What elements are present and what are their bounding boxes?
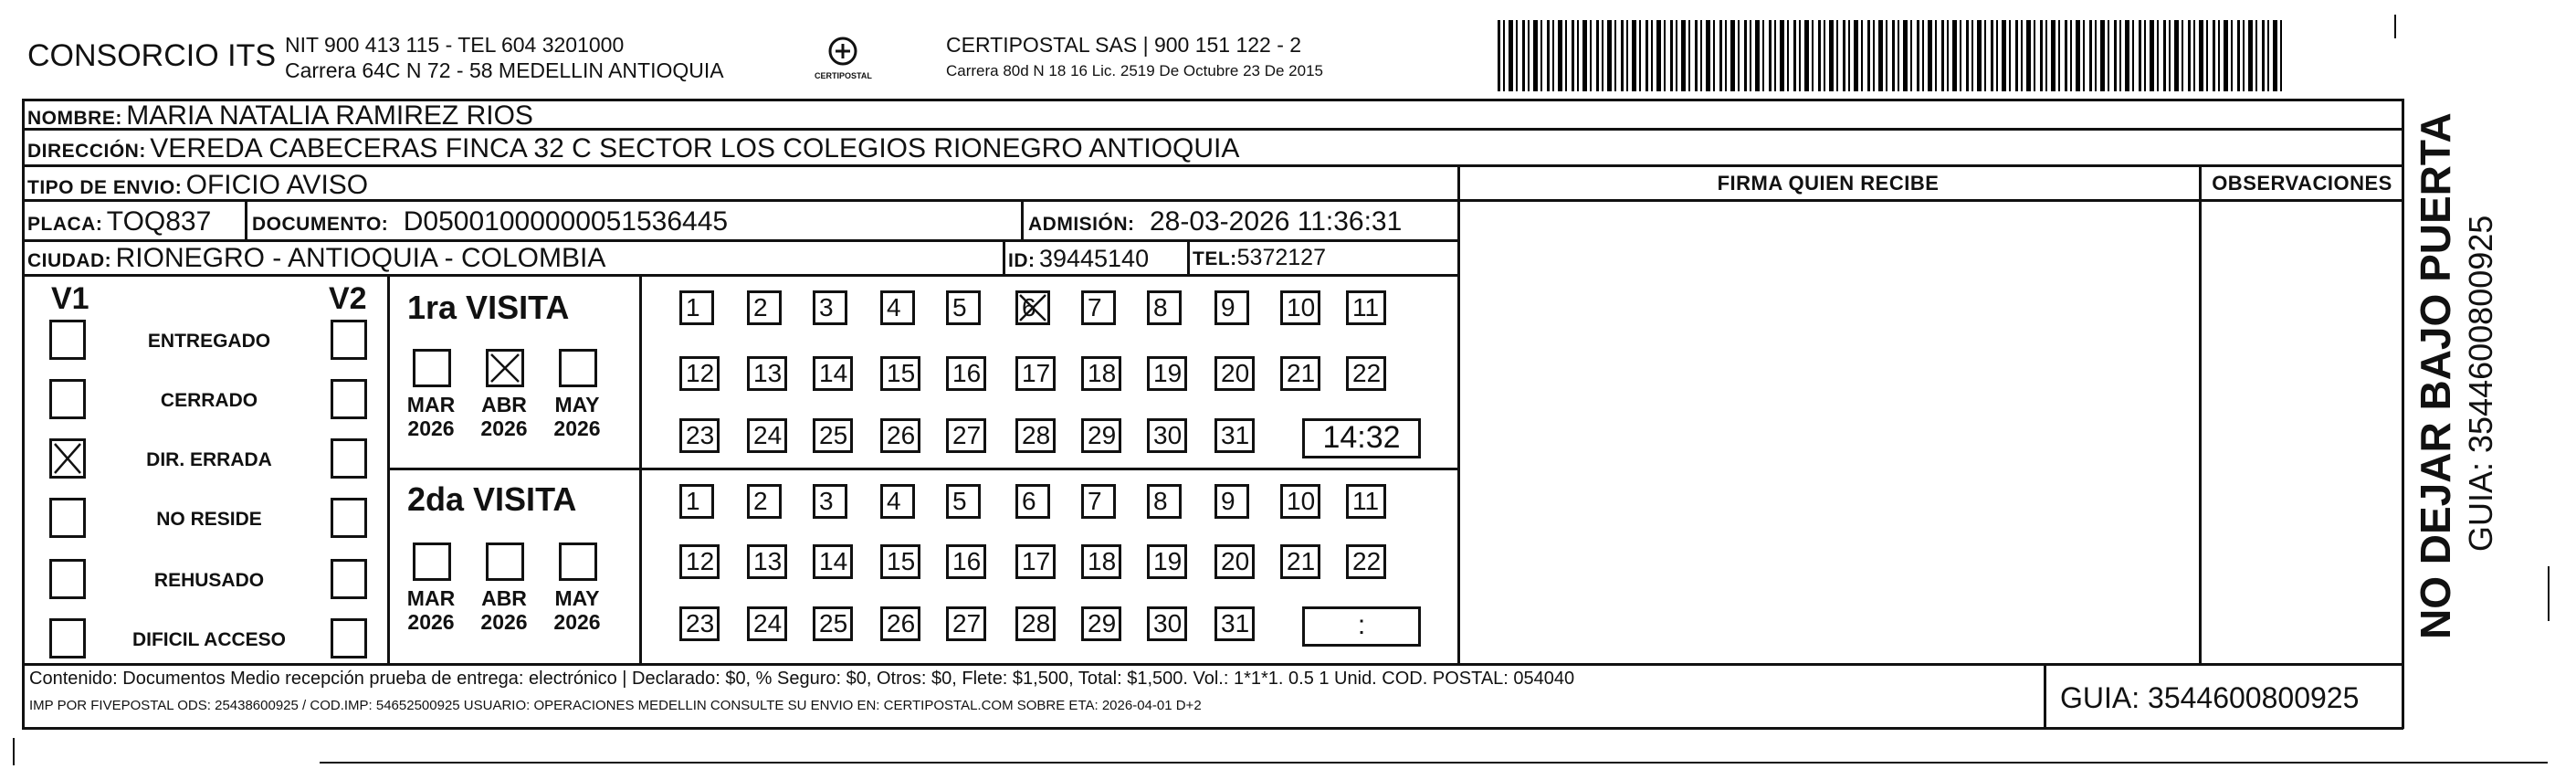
day-checkbox[interactable] [1214, 356, 1255, 391]
month-name: MAY [554, 586, 600, 610]
day-checkbox[interactable] [1280, 290, 1320, 325]
day-checkbox[interactable] [880, 418, 920, 453]
placa-value: TOQ837 [106, 206, 212, 237]
day-number: 23 [686, 609, 715, 637]
day-checkbox[interactable] [679, 290, 714, 325]
tipo-row [27, 170, 368, 201]
v1-label: V1 [51, 281, 89, 316]
day-number: 18 [1088, 547, 1117, 575]
day-number: 29 [1088, 421, 1117, 449]
day-number: 16 [952, 359, 982, 387]
status-label: REHUSADO [153, 570, 265, 591]
frame-right [2402, 99, 2404, 729]
rule-visits-split [387, 468, 1457, 470]
direccion-label: DIRECCIÓN: [27, 141, 146, 162]
admision-label: ADMISIÓN: [1028, 214, 1135, 235]
x-mark-icon [1018, 293, 1047, 322]
day-number: 6 [1022, 487, 1036, 515]
company-address: Carrera 64C N 72 - 58 MEDELLIN ANTIOQUIA [285, 58, 724, 82]
day-checkbox[interactable] [679, 356, 720, 391]
day-number: 7 [1088, 293, 1102, 321]
col-firma-left [1457, 164, 1460, 665]
company-nit: NIT 900 413 115 - TEL 604 3201000 [285, 33, 625, 57]
day-number: 15 [887, 359, 916, 387]
day-checkbox[interactable] [813, 484, 847, 519]
status-label: DIR. ERRADA [146, 449, 272, 470]
status-label: DIFICIL ACCESO [131, 629, 286, 650]
month-name: ABR [481, 586, 527, 610]
month-year: 2026 [553, 416, 601, 440]
day-checkbox[interactable] [1081, 290, 1116, 325]
day-checkbox[interactable] [747, 290, 782, 325]
day-number: 31 [1221, 421, 1250, 449]
day-checkbox[interactable] [1015, 484, 1050, 519]
day-checkbox[interactable] [747, 418, 787, 453]
col-doc-right [1021, 199, 1024, 239]
day-number: 4 [887, 487, 901, 515]
rule-placa [22, 239, 1457, 242]
id-row [1008, 245, 1149, 273]
v1-checkbox[interactable] [49, 379, 86, 419]
v2-label: V2 [329, 281, 367, 316]
day-number: 26 [887, 609, 916, 637]
day-checkbox[interactable] [1346, 290, 1386, 325]
side-guia: GUIA: 3544600800925 [2462, 215, 2499, 552]
day-checkbox[interactable] [1081, 418, 1121, 453]
day-number: 20 [1221, 359, 1250, 387]
tel-value: 5372127 [1236, 245, 1326, 270]
day-checkbox[interactable] [1147, 606, 1187, 641]
operator-license: Carrera 80d N 18 16 Lic. 2519 De Octubre 23 De 2015 [946, 62, 1323, 79]
placa-label: PLACA: [27, 214, 103, 235]
day-checkbox[interactable] [1214, 290, 1249, 325]
v1-checkbox[interactable] [49, 320, 86, 360]
day-number: 30 [1153, 609, 1183, 637]
corner-mark [2394, 15, 2396, 38]
day-number: 21 [1287, 547, 1316, 575]
nombre-label: NOMBRE: [27, 108, 122, 129]
status-label: CERRADO [160, 390, 258, 411]
documento-value: D05001000000051536445 [403, 206, 729, 237]
month-year: 2026 [407, 416, 455, 440]
col-placa-right [245, 199, 247, 239]
day-number: 21 [1287, 359, 1316, 387]
day-number: 6 [1022, 293, 1036, 321]
month-label [477, 586, 531, 634]
side-warning: NO DEJAR BAJO PUERTA [2412, 112, 2459, 639]
day-number: 31 [1221, 609, 1250, 637]
day-number: 5 [952, 293, 967, 321]
day-number: 26 [887, 421, 916, 449]
barcode [1498, 20, 2283, 91]
day-checkbox[interactable] [1346, 484, 1386, 519]
day-checkbox[interactable] [946, 418, 986, 453]
day-checkbox[interactable] [1214, 544, 1255, 579]
day-checkbox[interactable] [1280, 356, 1320, 391]
col-obs-left [2199, 164, 2202, 665]
id-value: 39445140 [1038, 245, 1150, 272]
second-visit-time[interactable]: : [1302, 606, 1421, 647]
day-number: 19 [1153, 547, 1183, 575]
cut-line [320, 762, 2548, 764]
day-checkbox[interactable] [946, 356, 986, 391]
v2-checkbox[interactable] [331, 320, 367, 360]
v2-checkbox[interactable] [331, 379, 367, 419]
day-number: 8 [1153, 293, 1168, 321]
day-number: 27 [952, 421, 982, 449]
day-number: 11 [1352, 487, 1380, 515]
month-year: 2026 [480, 610, 528, 634]
v2-checkbox[interactable] [331, 498, 367, 538]
documento-row [252, 206, 728, 237]
day-number: 29 [1088, 609, 1117, 637]
footer-imp: IMP POR FIVEPOSTAL ODS: 25438600925 / COD.IMP: 54652500925 USUARIO: OPERACIONES MEDELLIN CONSULTE SU ENVIO EN: CERTIPOSTAL.COM SOBRE ETA: 2026-04-01 D+2 [29, 698, 1202, 713]
day-number: 12 [686, 359, 715, 387]
month-name: ABR [481, 393, 527, 416]
tipo-value: OFICIO AVISO [185, 170, 369, 200]
day-number: 13 [753, 359, 783, 387]
day-number: 1 [686, 293, 700, 321]
day-checkbox[interactable] [1214, 418, 1255, 453]
ciudad-row [27, 243, 605, 274]
direccion-row [27, 133, 1239, 164]
day-checkbox[interactable] [880, 544, 920, 579]
day-checkbox[interactable] [813, 606, 853, 641]
day-checkbox[interactable] [946, 606, 986, 641]
day-number: 28 [1022, 609, 1051, 637]
day-checkbox[interactable] [1280, 484, 1320, 519]
day-checkbox[interactable] [880, 484, 915, 519]
day-checkbox[interactable] [813, 544, 853, 579]
v2-checkbox[interactable] [331, 559, 367, 599]
direccion-value: VEREDA CABECERAS FINCA 32 C SECTOR LOS COLEGIOS RIONEGRO ANTIOQUIA [150, 133, 1240, 163]
day-checkbox[interactable] [1015, 290, 1050, 325]
day-checkbox[interactable] [1280, 544, 1320, 579]
day-checkbox[interactable] [880, 356, 920, 391]
day-checkbox[interactable] [1081, 606, 1121, 641]
month-label [550, 586, 605, 634]
company-name: CONSORCIO ITS [27, 38, 277, 73]
month-year: 2026 [480, 416, 528, 440]
day-number: 14 [819, 547, 848, 575]
day-number: 11 [1352, 293, 1380, 321]
day-number: 13 [753, 547, 783, 575]
day-number: 24 [753, 421, 783, 449]
day-checkbox[interactable] [1147, 484, 1182, 519]
day-checkbox[interactable] [1147, 544, 1187, 579]
month-label [404, 393, 458, 440]
day-number: 17 [1022, 547, 1051, 575]
day-number: 20 [1221, 547, 1250, 575]
day-checkbox[interactable] [1147, 356, 1187, 391]
day-checkbox[interactable] [679, 544, 720, 579]
observaciones-header: OBSERVACIONES [2212, 172, 2392, 195]
ciudad-value: RIONEGRO - ANTIOQUIA - COLOMBIA [115, 243, 606, 273]
v2-checkbox[interactable] [331, 618, 367, 658]
day-number: 27 [952, 609, 982, 637]
firma-header: FIRMA QUIEN RECIBE [1717, 172, 1940, 195]
day-number: 25 [819, 421, 848, 449]
day-number: 2 [753, 293, 768, 321]
tel-label: TEL: [1193, 248, 1237, 269]
col-visit-title-right [639, 274, 642, 665]
second-visit-title: 2da VISITA [407, 480, 577, 518]
first-visit-title: 1ra VISITA [407, 289, 570, 326]
day-number: 23 [686, 421, 715, 449]
day-number: 8 [1153, 487, 1168, 515]
left-tick [13, 738, 15, 765]
day-checkbox[interactable] [747, 544, 787, 579]
certipostal-logo [811, 33, 875, 88]
admision-row [1028, 206, 1402, 237]
day-checkbox[interactable] [1081, 484, 1116, 519]
day-checkbox[interactable] [813, 356, 853, 391]
day-number: 5 [952, 487, 967, 515]
month-checkbox[interactable] [559, 543, 597, 581]
day-number: 3 [819, 487, 834, 515]
month-name: MAR [406, 393, 456, 416]
documento-label: DOCUMENTO: [252, 214, 389, 235]
rule-tipo [22, 199, 2403, 202]
day-checkbox[interactable] [1081, 356, 1121, 391]
month-label [550, 393, 605, 440]
nombre-row [27, 100, 533, 132]
v1-checkbox[interactable] [49, 438, 86, 479]
month-label [404, 586, 458, 634]
day-number: 24 [753, 609, 783, 637]
v1-checkbox[interactable] [49, 618, 86, 658]
day-checkbox[interactable] [679, 484, 714, 519]
day-number: 1 [686, 487, 700, 515]
day-number: 15 [887, 547, 916, 575]
status-panel [22, 274, 387, 663]
month-year: 2026 [553, 610, 601, 634]
day-checkbox[interactable] [813, 290, 847, 325]
month-checkbox[interactable] [486, 349, 524, 387]
day-checkbox[interactable] [747, 484, 782, 519]
col-guia-left [2044, 663, 2046, 729]
day-checkbox[interactable] [1147, 290, 1182, 325]
day-number: 17 [1022, 359, 1051, 387]
day-checkbox[interactable] [880, 290, 915, 325]
month-year: 2026 [407, 610, 455, 634]
id-label: ID: [1008, 250, 1036, 271]
month-checkbox[interactable] [413, 349, 451, 387]
day-number: 18 [1088, 359, 1117, 387]
day-checkbox[interactable] [747, 356, 787, 391]
first-visit-time[interactable]: 14:32 [1302, 418, 1421, 458]
day-checkbox[interactable] [679, 606, 720, 641]
day-checkbox[interactable] [1015, 418, 1056, 453]
nombre-value: MARIA NATALIA RAMIREZ RIOS [126, 100, 533, 131]
day-number: 28 [1022, 421, 1051, 449]
day-number: 4 [887, 293, 901, 321]
day-checkbox[interactable] [1214, 484, 1249, 519]
day-number: 9 [1221, 293, 1235, 321]
tel-row [1193, 245, 1326, 271]
day-number: 22 [1352, 547, 1382, 575]
placa-row [27, 206, 211, 237]
day-number: 10 [1287, 487, 1316, 515]
day-number: 14 [819, 359, 848, 387]
day-number: 3 [819, 293, 834, 321]
rule-direccion [22, 164, 2403, 167]
day-number: 9 [1221, 487, 1235, 515]
status-label: ENTREGADO [147, 331, 271, 352]
day-checkbox[interactable] [1015, 606, 1056, 641]
day-checkbox[interactable] [679, 418, 720, 453]
day-number: 7 [1088, 487, 1102, 515]
day-checkbox[interactable] [946, 484, 981, 519]
month-checkbox[interactable] [486, 543, 524, 581]
day-checkbox[interactable] [1081, 544, 1121, 579]
month-checkbox[interactable] [559, 349, 597, 387]
day-number: 30 [1153, 421, 1183, 449]
v1-checkbox[interactable] [49, 559, 86, 599]
footer-guia: GUIA: 3544600800925 [2060, 681, 2360, 714]
day-number: 22 [1352, 359, 1382, 387]
day-checkbox[interactable] [1214, 606, 1255, 641]
operator-name: CERTIPOSTAL SAS | 900 151 122 - 2 [946, 33, 1302, 57]
x-mark-icon [489, 352, 521, 384]
admision-value: 28-03-2026 11:36:31 [1149, 206, 1403, 237]
ciudad-label: CIUDAD: [27, 250, 112, 271]
col-id-right [1187, 239, 1190, 274]
col-status-right [387, 274, 390, 665]
day-checkbox[interactable] [1346, 544, 1386, 579]
day-checkbox[interactable] [880, 606, 920, 641]
day-checkbox[interactable] [1346, 356, 1386, 391]
day-checkbox[interactable] [813, 418, 853, 453]
x-mark-icon [52, 441, 83, 476]
month-name: MAY [554, 393, 600, 416]
day-checkbox[interactable] [946, 544, 986, 579]
day-checkbox[interactable] [747, 606, 787, 641]
logo-caption: CERTIPOSTAL [815, 71, 872, 80]
v2-checkbox[interactable] [331, 438, 367, 479]
month-checkbox[interactable] [413, 543, 451, 581]
col-ciudad-right [1003, 239, 1005, 274]
day-number: 2 [753, 487, 768, 515]
v1-checkbox[interactable] [49, 498, 86, 538]
footer-contenido: Contenido: Documentos Medio recepción prueba de entrega: electrónico | Declarado: $0, % Seguro: $0, Otros: $0, Flete: $1,500, Total: $1,500. Vol.: 1*1*1. 0.5 1 Unid. COD. POSTAL: 054040 [29, 669, 1575, 689]
month-label [477, 393, 531, 440]
tipo-label: TIPO DE ENVIO: [27, 177, 183, 198]
day-checkbox[interactable] [1147, 418, 1187, 453]
day-checkbox[interactable] [1015, 544, 1056, 579]
day-number: 19 [1153, 359, 1183, 387]
day-number: 25 [819, 609, 848, 637]
day-number: 12 [686, 547, 715, 575]
day-checkbox[interactable] [946, 290, 981, 325]
day-number: 10 [1287, 293, 1316, 321]
month-name: MAR [406, 586, 456, 610]
status-label: NO RESIDE [156, 509, 262, 530]
day-checkbox[interactable] [1015, 356, 1056, 391]
day-number: 16 [952, 547, 982, 575]
side-tick [2548, 566, 2550, 621]
